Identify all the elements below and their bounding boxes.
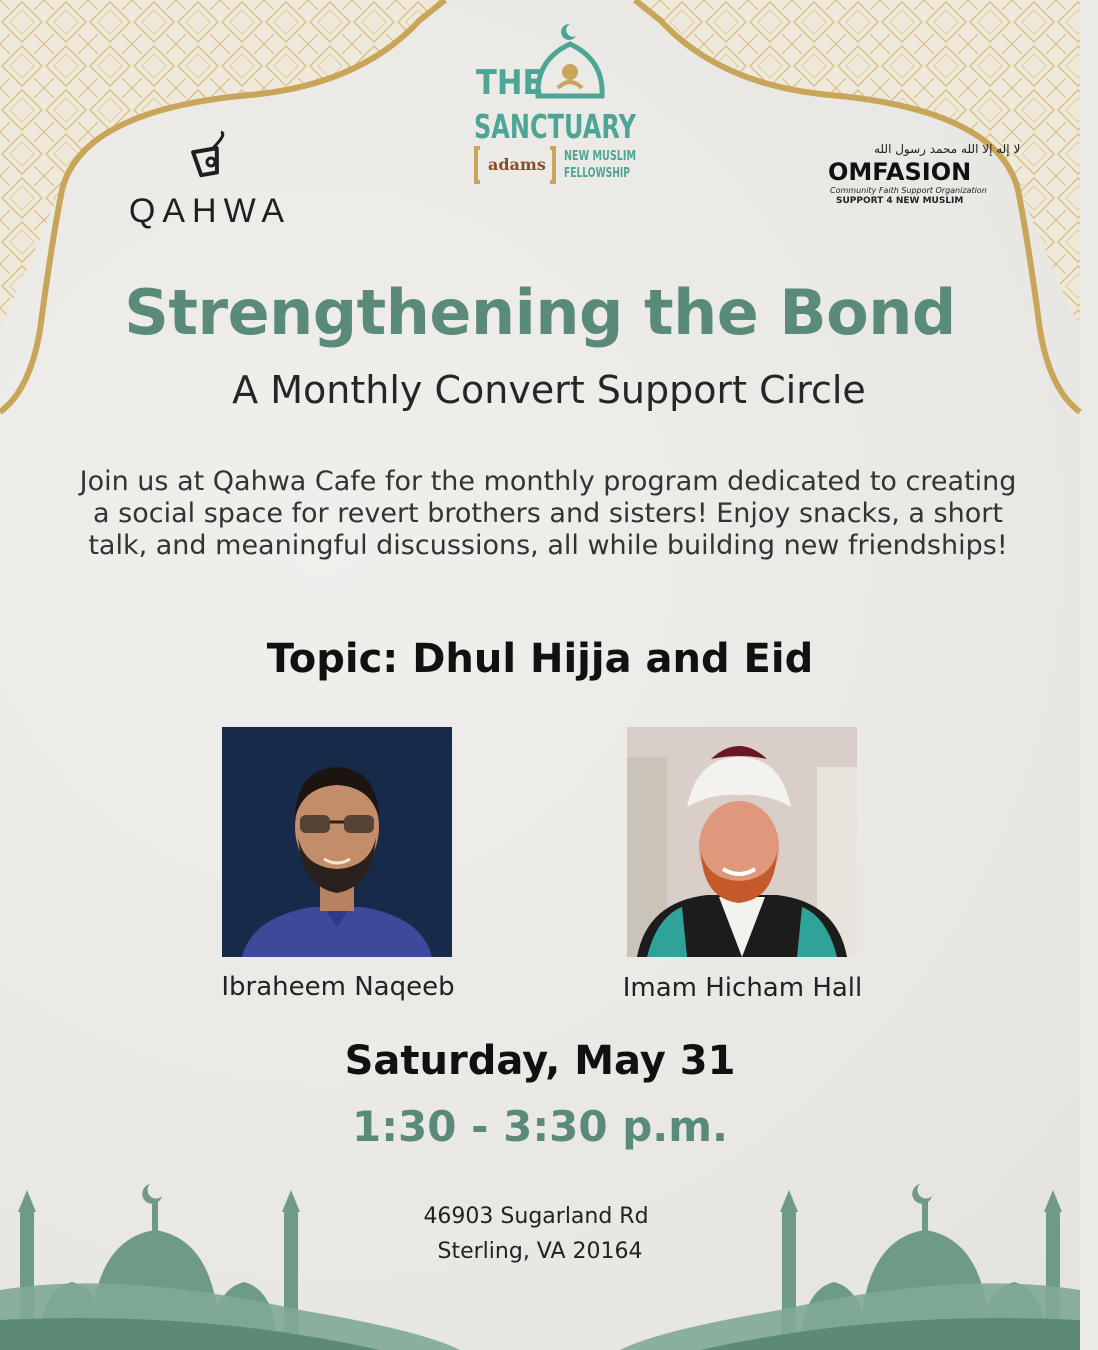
crescent-icon xyxy=(142,1184,162,1204)
sanctuary-line1: THE xyxy=(476,63,544,103)
event-date: Saturday, May 31 xyxy=(344,1038,736,1084)
address-line1: 46903 Sugarland Rd xyxy=(423,1204,649,1229)
compasion-support: SUPPORT 4 NEW MUSLIM xyxy=(836,196,964,206)
sanctuary-logo xyxy=(470,20,640,190)
fellowship-line2: FELLOWSHIP xyxy=(564,166,630,181)
address-line2: Sterling, VA 20164 xyxy=(437,1239,643,1264)
speaker-photo xyxy=(627,727,857,957)
event-description: Join us at Qahwa Cafe for the monthly program dedicated to creating a social space for revert brothers and sisters! Enjoy snacks, a short talk, and meaningful discussions, all while building new friendships! xyxy=(79,466,1017,561)
compasion-tagline: Community Faith Support Organization xyxy=(830,186,987,195)
coffee-cup-icon xyxy=(187,130,233,182)
crescent-icon xyxy=(912,1184,932,1204)
event-title: Strengthening the Bond xyxy=(124,276,956,349)
compasion-wordmark: OMFASION xyxy=(828,158,972,186)
event-time: 1:30 - 3:30 p.m. xyxy=(352,1102,728,1151)
compasion-logo xyxy=(800,140,1021,220)
shahada-text: لا إله إلا الله محمد رسول الله xyxy=(874,142,1021,156)
qahwa-wordmark: QAHWA xyxy=(128,192,292,230)
speaker-name: Ibraheem Naqeeb xyxy=(221,972,455,1002)
adams-wordmark: adams xyxy=(488,155,546,174)
qahwa-logo xyxy=(125,130,295,230)
sanctuary-line2: SANCTUARY xyxy=(474,107,637,146)
crescent-icon xyxy=(561,24,576,40)
speaker-photo xyxy=(222,727,452,957)
event-subtitle: A Monthly Convert Support Circle xyxy=(232,368,866,412)
fellowship-line1: NEW MUSLIM xyxy=(564,149,636,164)
speaker-name: Imam Hicham Hall xyxy=(622,973,863,1003)
event-topic: Topic: Dhul Hijja and Eid xyxy=(266,636,814,682)
